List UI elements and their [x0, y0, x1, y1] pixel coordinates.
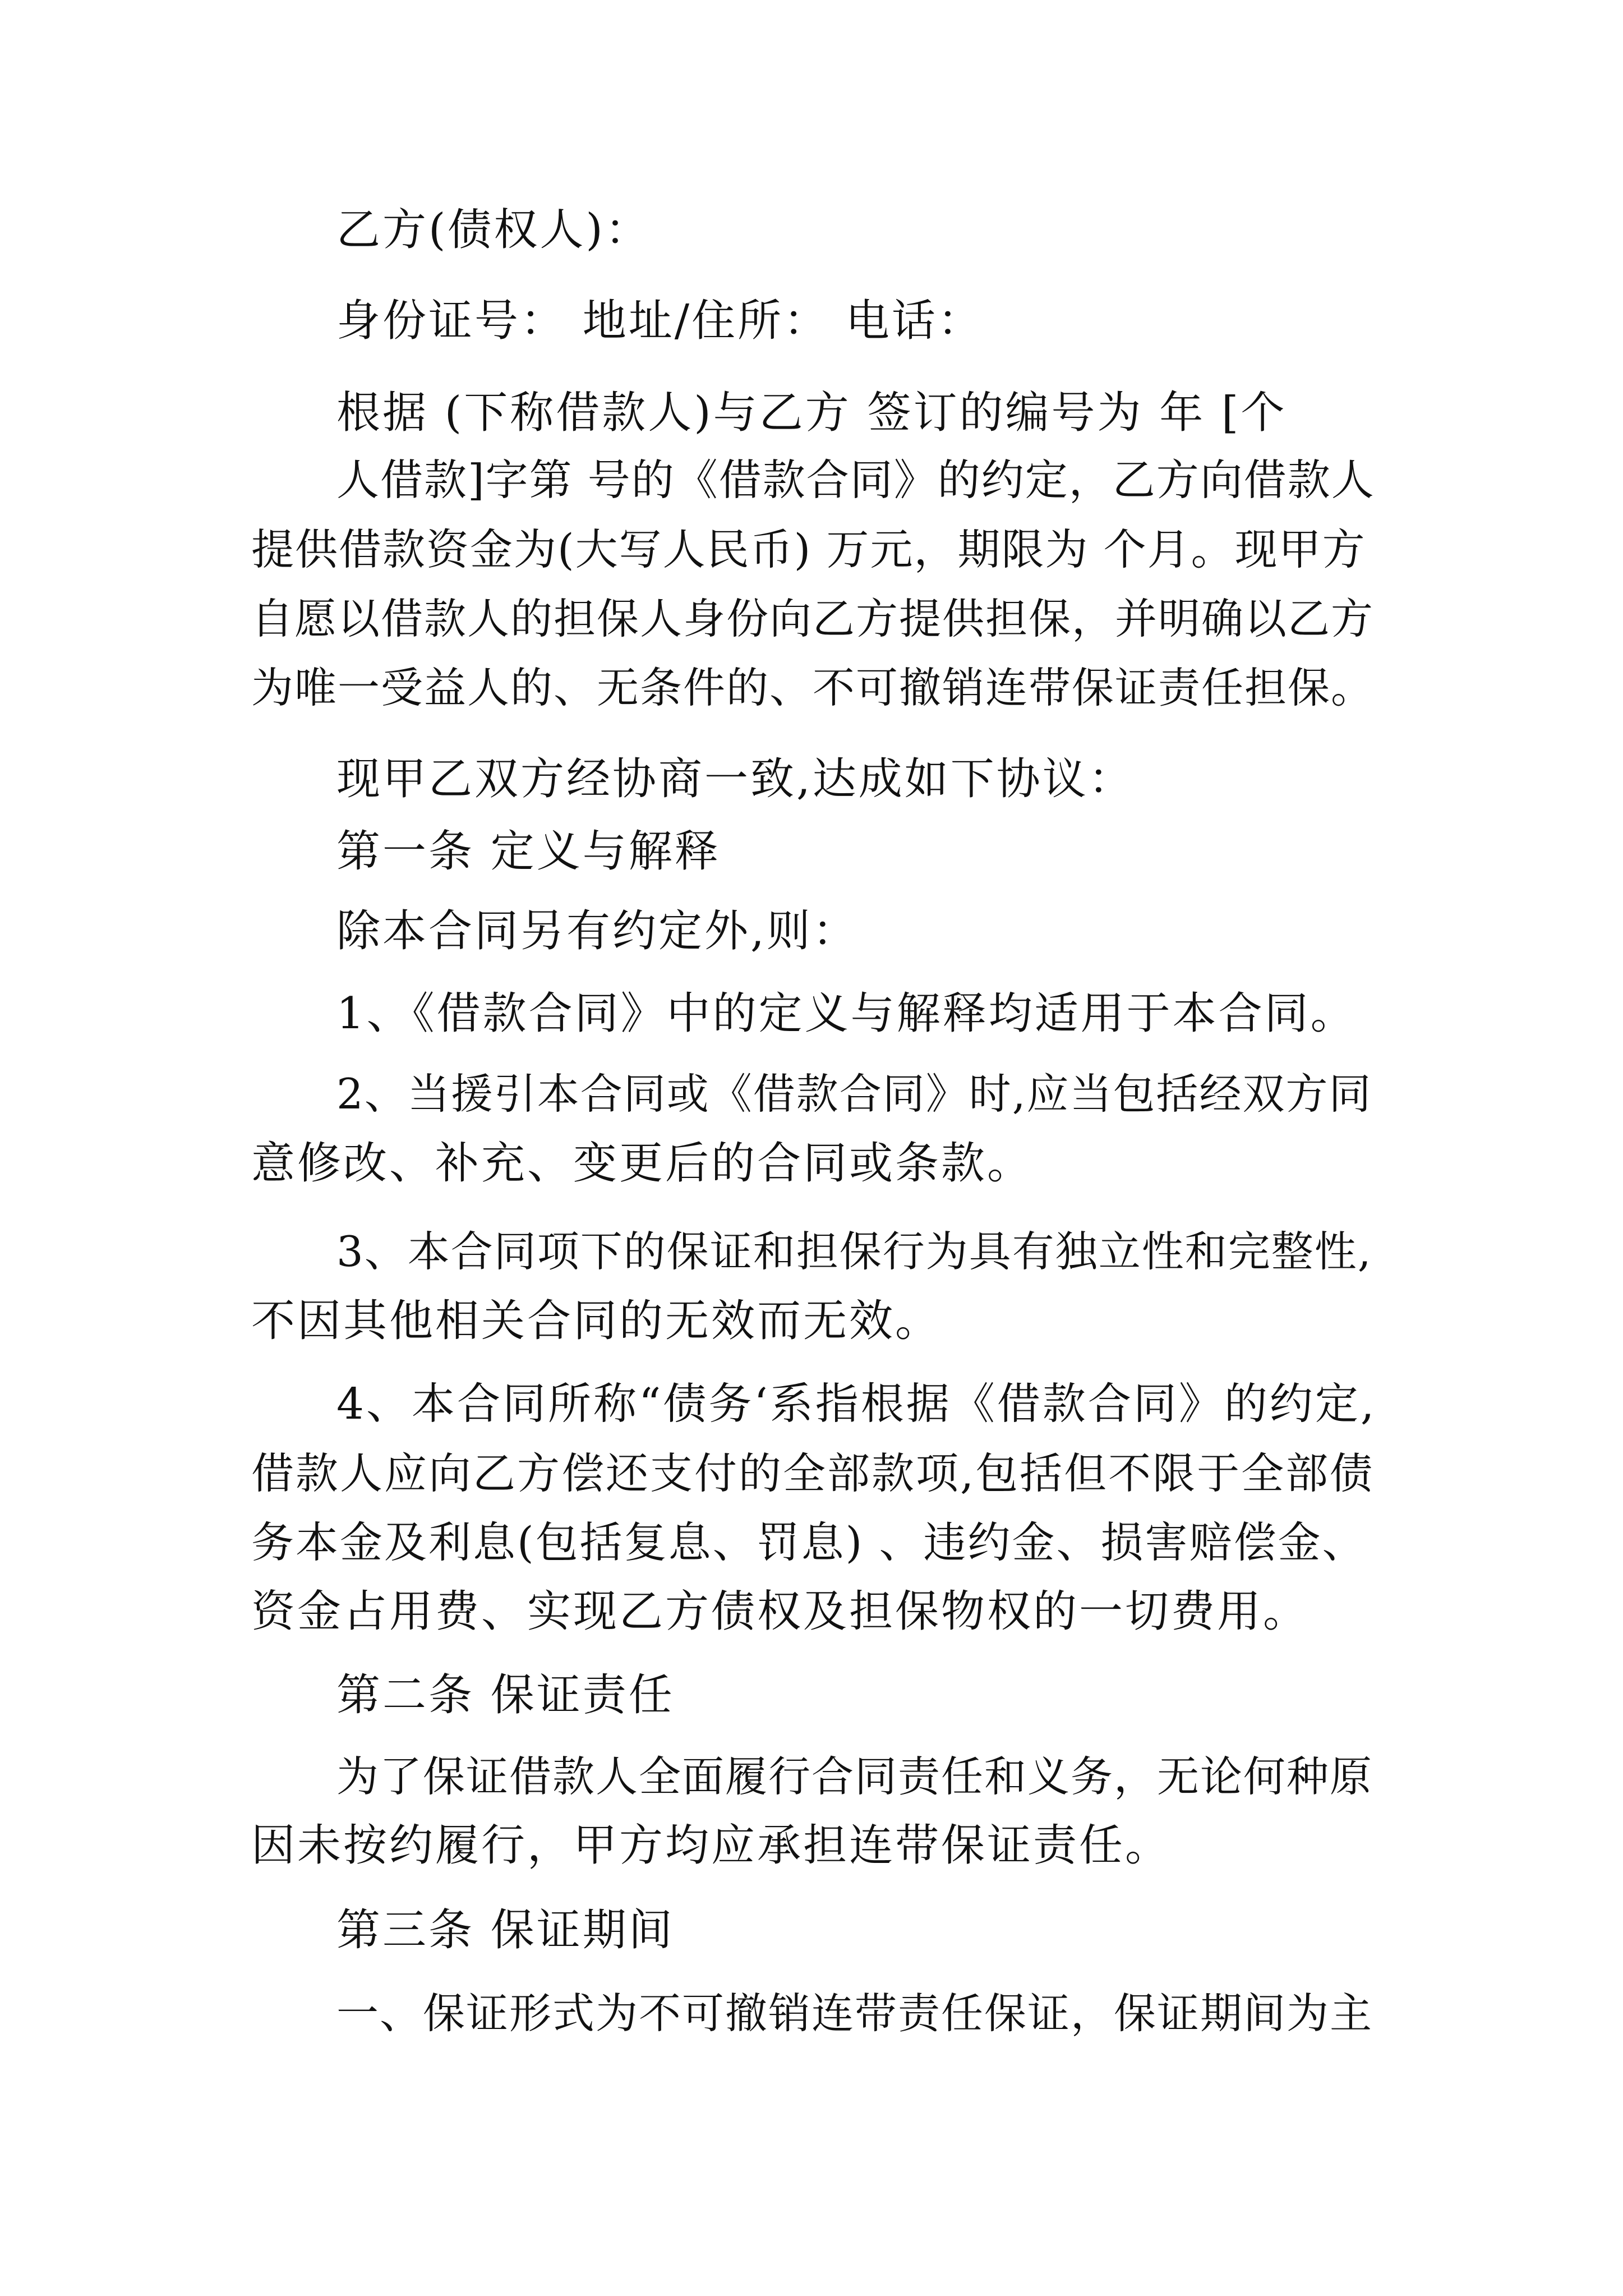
body-line: 人借款]字第 号的《借款合同》的约定，乙方向借款人 — [336, 455, 1375, 505]
body-line: 为唯一受益人的、无条件的、不可撤销连带保证责任担保。 — [251, 663, 1375, 712]
id-address-phone-line: 身份证号： 地址/住所： 电话： — [336, 296, 984, 346]
body-line: 为了保证借款人全面履行合同责任和义务，无论何种原 — [336, 1752, 1373, 1801]
body-line: 因未按约履行，甲方均应承担连带保证责任。 — [251, 1820, 1172, 1871]
clause-line: 2、当援引本合同或《借款合同》时,应当包括经双方同 — [336, 1069, 1372, 1119]
clause-line: 借款人应向乙方偿还支付的全部款项,包括但不限于全部债 — [251, 1448, 1375, 1498]
body-line: 提供借款资金为(大写人民币) 万元，期限为 个月。现甲方 — [251, 524, 1366, 574]
clause-line: 意修改、补充、变更后的合同或条款。 — [251, 1138, 1034, 1189]
article-heading: 第二条 保证责任 — [336, 1670, 675, 1720]
body-line: 现甲乙双方经协商一致,达成如下协议： — [336, 754, 1135, 804]
article-heading: 第一条 定义与解释 — [336, 826, 721, 877]
clause-line: 3、本合同项下的保证和担保行为具有独立性和完整性, — [336, 1227, 1372, 1276]
body-line: 根据 (下称借款人)与乙方 签订的编号为 年 [个 — [336, 388, 1287, 438]
clause-line: 务本金及利息(包括复息、罚息) 、违约金、损害赔偿金、 — [251, 1517, 1367, 1567]
clause-line: 1、《借款合同》中的定义与解释均适用于本合同。 — [336, 988, 1357, 1039]
body-line: 一、保证形式为不可撤销连带责任保证，保证期间为主 — [336, 1989, 1373, 2038]
article-heading: 第三条 保证期间 — [336, 1905, 675, 1955]
party-b-label: 乙方(债权人)： — [336, 205, 651, 255]
body-line: 自愿以借款人的担保人身份向乙方提供担保，并明确以乙方 — [251, 594, 1375, 643]
clause-line: 4、本合同所称“债务‘系指根据《借款合同》的约定, — [336, 1379, 1377, 1429]
body-line: 除本合同另有约定外,则： — [336, 906, 859, 956]
clause-line: 不因其他相关合同的无效而无效。 — [251, 1296, 942, 1346]
clause-line: 资金占用费、实现乙方债权及担保物权的一切费用。 — [251, 1586, 1310, 1637]
